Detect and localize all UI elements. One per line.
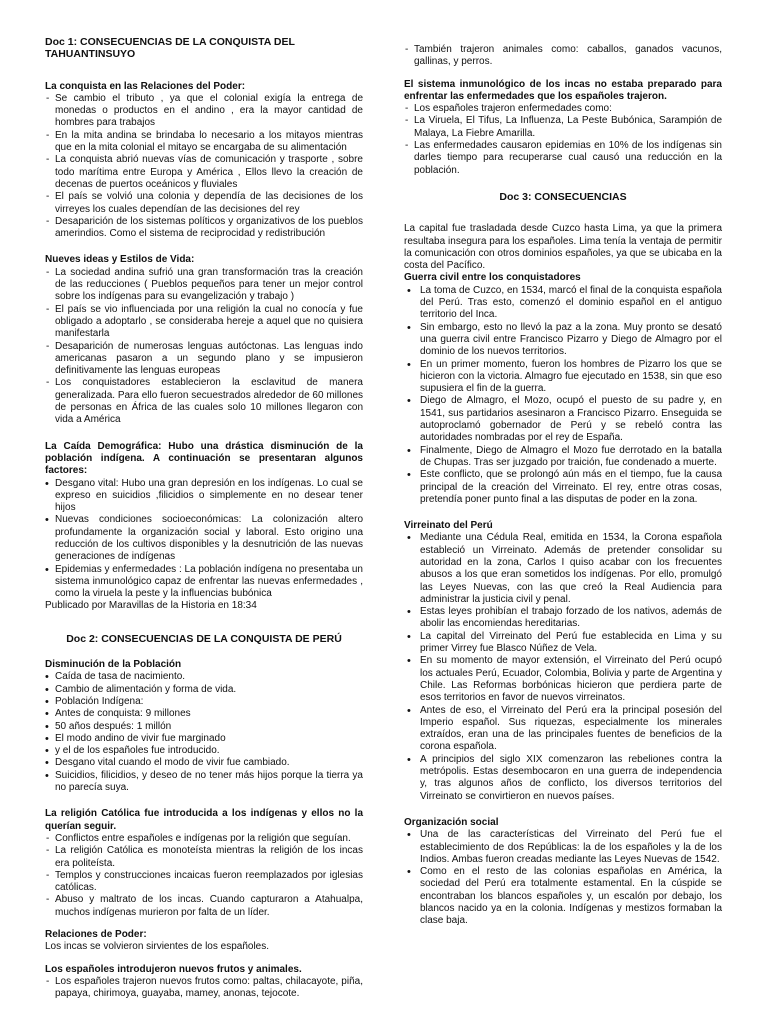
doc2-title: Doc 2: CONSECUENCIAS DE LA CONQUISTA DE PERÚ [66,632,342,645]
list-item: • y el de los españoles fue introducido. [45,745,363,757]
list-item: • Mediante una Cédula Real, emitida en 1534, la Corona española estableció un Virreinato. Además de pretender consolidar su autoridad en la zona, Carlos I quiso acabar con los frecuentes abusos a los que eran sometidos los indígenas. Por ello, promulgó las Leyes Nuevas, con las que creó la Real Audiencia para administrar la justicia civil y penal. [404,532,722,606]
list-item: • Cambio de alimentación y forma de vida. [45,684,363,696]
list-item: • Nuevas condiciones socioeconómicas: La colonización altero profundamente la organización social y laboral. Esto origino una reducción de los cultivos disponibles y la desnutrición de las nuevas generaciones de indígenas [45,514,363,563]
list-item: - Desaparición de los sistemas políticos y organizativos de los pueblos amerindios. Como el sistema de reciprocidad y redistribución [45,216,363,241]
list-item: - La Viruela, El Tifus, La Influenza, La Peste Bubónica, Sarampión de Malaya, La Fiebre Amarilla. [404,115,722,140]
frutos-heading: Los españoles introdujeron nuevos frutos y animales. [45,963,302,975]
caida-list [45,478,363,601]
ideas-heading: Nueves ideas y Estilos de Vida: [45,254,195,266]
organizacion-list [404,829,722,927]
religion-heading: La religión Católica fue introducida a los indígenas y ellos no la querían seguir. [45,808,363,832]
poder-heading: La conquista en las Relaciones del Poder: [45,80,246,92]
list-item: - La religión Católica es monoteísta mientras la religión de los incas era politeísta. [45,845,363,870]
publication-footer: Publicado por Maravillas de la Historia en 18:34 [45,600,257,612]
ideas-list [45,267,363,427]
list-item: • Población Indígena: [45,696,363,708]
frutos-list [45,976,363,1001]
relaciones-text: Los incas se volvieron sirvientes de los españoles. [45,941,270,953]
doc1-title: Doc 1: CONSECUENCIAS DE LA CONQUISTA DEL TAHUANTINSUYO [45,36,295,61]
list-item: - La sociedad andina sufrió una gran transformación tras la creación de las reducciones ( Pueblos pequeños para tener un mejor control sobre los indígenas para su evangelización y trabajo ) [45,267,363,304]
list-item: - El país se vio influenciada por una religión la cual no conocía y fue obligado a adoptarlo , se consideraba hereje a aquel que no quisiera manifestarla [45,304,363,341]
list-item: • En un primer momento, fueron los hombres de Pizarro los que se hicieron con la victoria. Almagro fue ejecutado en 1538, sin que eso supusiera el fin de la guerra. [404,359,722,396]
organizacion-heading: Organización social [404,816,499,828]
list-item: • Sin embargo, esto no llevó la paz a la zona. Muy pronto se desató una guerra civil entre Francisco Pizarro y Diego de Almagro por el dominio de los nuevos territorios. [404,322,722,359]
guerra-list [404,285,722,506]
list-item: - La conquista abrió nuevas vías de comunicación y trasporte , sobre todo marítima entre Europa y América , Ellos llevo la creación de decenas de puertos oceánicos y fluviales [45,154,363,191]
list-item: • A principios del siglo XIX comenzaron las rebeliones contra la metrópolis. Estas desembocaron en una guerra de independencia y, tras algunos años de conflicto, los diversos territorios del Virreinato se convirtieron en nuevos países. [404,754,722,803]
list-item: - Los españoles trajeron enfermedades como: [404,103,722,115]
list-item: - Las enfermedades causaron epidemias en 10% de los indígenas sin darles tiempo para recuperarse cual causó una reducción en la población. [404,140,722,177]
list-item: • Este conflicto, que se prolongó aún más en el tiempo, fue la causa principal de la creación del Virreinato. El rey, entre otras cosas, pretendía poner punto final a las disputas de poder en la zona. [404,469,722,506]
inmuno-heading: El sistema inmunológico de los incas no estaba preparado para enfrentar las enfermedades que los españoles trajeron. [404,78,722,102]
list-item: - Se cambio el tributo , ya que el colonial exigía la entrega de monedas o productos en el andino , era la mayor cantidad de hombres para trabajos [45,93,363,130]
list-item: • Epidemias y enfermedades : La población indígena no presentaba un sistema inmunológico capaz de enfrentar las nuevas enfermedades , como la viruela la peste y la influencias bubónica [45,564,363,601]
list-item: • La capital del Virreinato del Perú fue establecida en Lima y su primer Virrey fue Blasco Núñez de Vela. [404,631,722,656]
left-column [45,36,363,1000]
list-item: - Desaparición de numerosas lenguas autóctonas. Las lenguas indo americanas pasaron a un segundo plano y se impusieron definitivamente las lenguas europeas [45,341,363,378]
guerra-heading: Guerra civil entre los conquistadores [404,272,581,284]
list-item: - Templos y construcciones incaicas fueron reemplazados por iglesias católicas. [45,870,363,895]
caida-heading: La Caída Demográfica: Hubo una drástica disminución de la población indígena. A continuación se presentaran algunos factores: [45,440,363,477]
poblacion-heading: Disminución de la Población [45,659,182,671]
poder-list [45,93,363,241]
list-item: • Desgano vital: Hubo una gran depresión en los indígenas. Lo cual se expreso en suicidios ,filicidios o simplemente en no desear tener hijos [45,478,363,515]
list-item: • Una de las características del Virreinato del Perú fue el establecimiento de dos Repúblicas: la de los españoles y la de los Indios. Ambas fueron creadas mediante las Leyes Nuevas de 1542. [404,829,722,866]
list-item: • Finalmente, Diego de Almagro el Mozo fue derrotado en la batalla de Chupas. Tras ser juzgado por traición, fue condenado a muerte. [404,445,722,470]
list-item: - En la mita andina se brindaba lo necesario a los mitayos mientras que en la mita colonial el mitayo se encargaba de su alimentación [45,130,363,155]
list-item: • Diego de Almagro, el Mozo, ocupó el puesto de su padre y, en 1541, sus partidarios asesinaron a Francisco Pizarro. Enseguida se autoproclamó gobernador de Perú y se rebeló contra las autoridades nombradas por el rey de España. [404,395,722,444]
list-item: • Desgano vital cuando el modo de vivir fue cambiado. [45,757,363,769]
list-item: - Los conquistadores establecieron la esclavitud de manera generalizada. Para ello fueron secuestrados alrededor de 60 millones de personas en África de las cuales solo 10 millones llegaron con vida a América [45,377,363,426]
list-item: • La toma de Cuzco, en 1534, marcó el final de la conquista española del Perú. Tras esto, comenzó el dominio español en el antiguo territorio del Inca. [404,285,722,322]
list-item: • Estas leyes prohibían el trabajo forzado de los nativos, además de abolir las encomiendas hereditarias. [404,606,722,631]
list-item: • Antes de conquista: 9 millones [45,708,363,720]
doc3-intro: La capital fue trasladada desde Cuzco hasta Lima, ya que la primera resultaba insegura para los españoles. Lima tenía la ventaja de permitir la comunicación con otros dominios españoles, ya que se ubicaba en la costa del Pacífico. [404,223,722,272]
list-item: • Antes de eso, el Virreinato del Perú era la principal posesión del Imperio español. Sus riquezas, especialmente los minerales extraídos, eran una de las principales fuentes de beneficios de la corona española. [404,705,722,754]
list-item: - El país se volvió una colonia y dependía de las decisiones de los virreyes los cuales dependían de las decisiones del rey [45,191,363,216]
list-item: • El modo andino de vivir fue marginado [45,733,363,745]
list-item: • Como en el resto de las colonias españolas en América, la sociedad del Perú era totalmente estamental. En la cúspide se encontraban los blancos españoles y, un escalón por debajo, los blancos nacido ya en la colonia. Indígenas y mestizos formaban la clase baja. [404,866,722,927]
list-item: • Caída de tasa de nacimiento. [45,671,363,683]
doc3-title: Doc 3: CONSECUENCIAS [499,190,627,203]
list-item: - También trajeron animales como: caballos, ganados vacunos, gallinas, y perros. [404,44,722,69]
list-item: - Conflictos entre españoles e indígenas por la religión que seguían. [45,833,363,845]
list-item: • Suicidios, filicidios, y deseo de no tener más hijos porque la tierra ya no parecía suya. [45,770,363,795]
inmuno-list [404,103,722,177]
list-item: - Los españoles trajeron nuevos frutos como: paltas, chilacayote, piña, papaya, chirimoya, guayaba, mamey, anonas, tejocote. [45,976,363,1001]
right-column [404,44,722,928]
virreinato-heading: Virreinato del Perú [404,520,493,532]
poblacion-list [45,671,363,794]
virreinato-list [404,532,722,803]
list-item: • En su momento de mayor extensión, el Virreinato del Perú ocupó los actuales Perú, Ecuador, Colombia, Bolivia y parte de Argentina y Chile. Las Reformas borbónicas hicieron que perdiera parte de esos territorios en favor de nuevos virreinatos. [404,655,722,704]
list-item: • 50 años después: 1 millón [45,721,363,733]
religion-list [45,833,363,919]
frutos-list-continued [404,44,722,69]
list-item: - Abuso y maltrato de los incas. Cuando capturaron a Atahualpa, muchos indígenas murieron por falta de un líder. [45,894,363,919]
relaciones-heading: Relaciones de Poder: [45,929,147,940]
